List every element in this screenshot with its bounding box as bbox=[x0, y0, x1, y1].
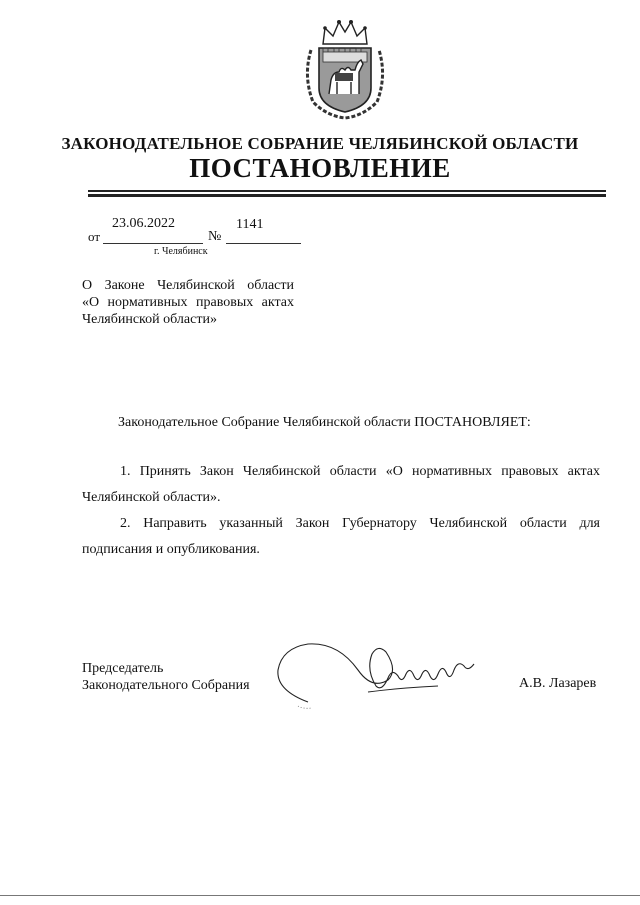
document-subject bbox=[82, 277, 294, 328]
decree-statement: Законодательное Собрание Челябинской области ПОСТАНОВЛЯЕТ: bbox=[118, 415, 531, 430]
coat-of-arms-emblem bbox=[301, 16, 389, 120]
organization-title: ЗАКОНОДАТЕЛЬНОЕ СОБРАНИЕ ЧЕЛЯБИНСКОЙ ОБЛАСТИ bbox=[61, 134, 579, 153]
signatory-name: А.В. Лазарев bbox=[519, 676, 597, 691]
date-prefix-label: от bbox=[88, 229, 101, 244]
number-underline bbox=[226, 243, 301, 244]
document-date: 23.06.2022 bbox=[112, 216, 175, 231]
document-number: 1141 bbox=[236, 217, 264, 232]
subject-line: «О нормативных правовых актах bbox=[82, 295, 294, 310]
signatory-title-line: Председатель bbox=[82, 661, 164, 676]
signatory-title-line: Законодательного Собрания bbox=[82, 678, 250, 693]
page-bottom-border bbox=[0, 895, 640, 896]
header-divider-thin bbox=[88, 190, 606, 192]
signatory-title bbox=[82, 660, 250, 694]
date-underline bbox=[103, 243, 203, 244]
handwritten-signature bbox=[268, 630, 498, 710]
subject-line: Челябинской области» bbox=[82, 312, 217, 327]
city-label: г. Челябинск bbox=[154, 246, 208, 257]
subject-line: О Законе Челябинской области bbox=[82, 278, 294, 293]
resolution-item: 1. Принять Закон Челябинской области «О нормативных правовых актах Челябинской области». bbox=[82, 464, 600, 505]
header-divider-thick bbox=[88, 194, 606, 197]
document-type-heading: ПОСТАНОВЛЕНИЕ bbox=[189, 153, 451, 183]
number-label: № bbox=[208, 229, 222, 244]
resolution-item: 2. Направить указанный Закон Губернатору Челябинской области для подписания и опубликования. bbox=[82, 516, 600, 557]
